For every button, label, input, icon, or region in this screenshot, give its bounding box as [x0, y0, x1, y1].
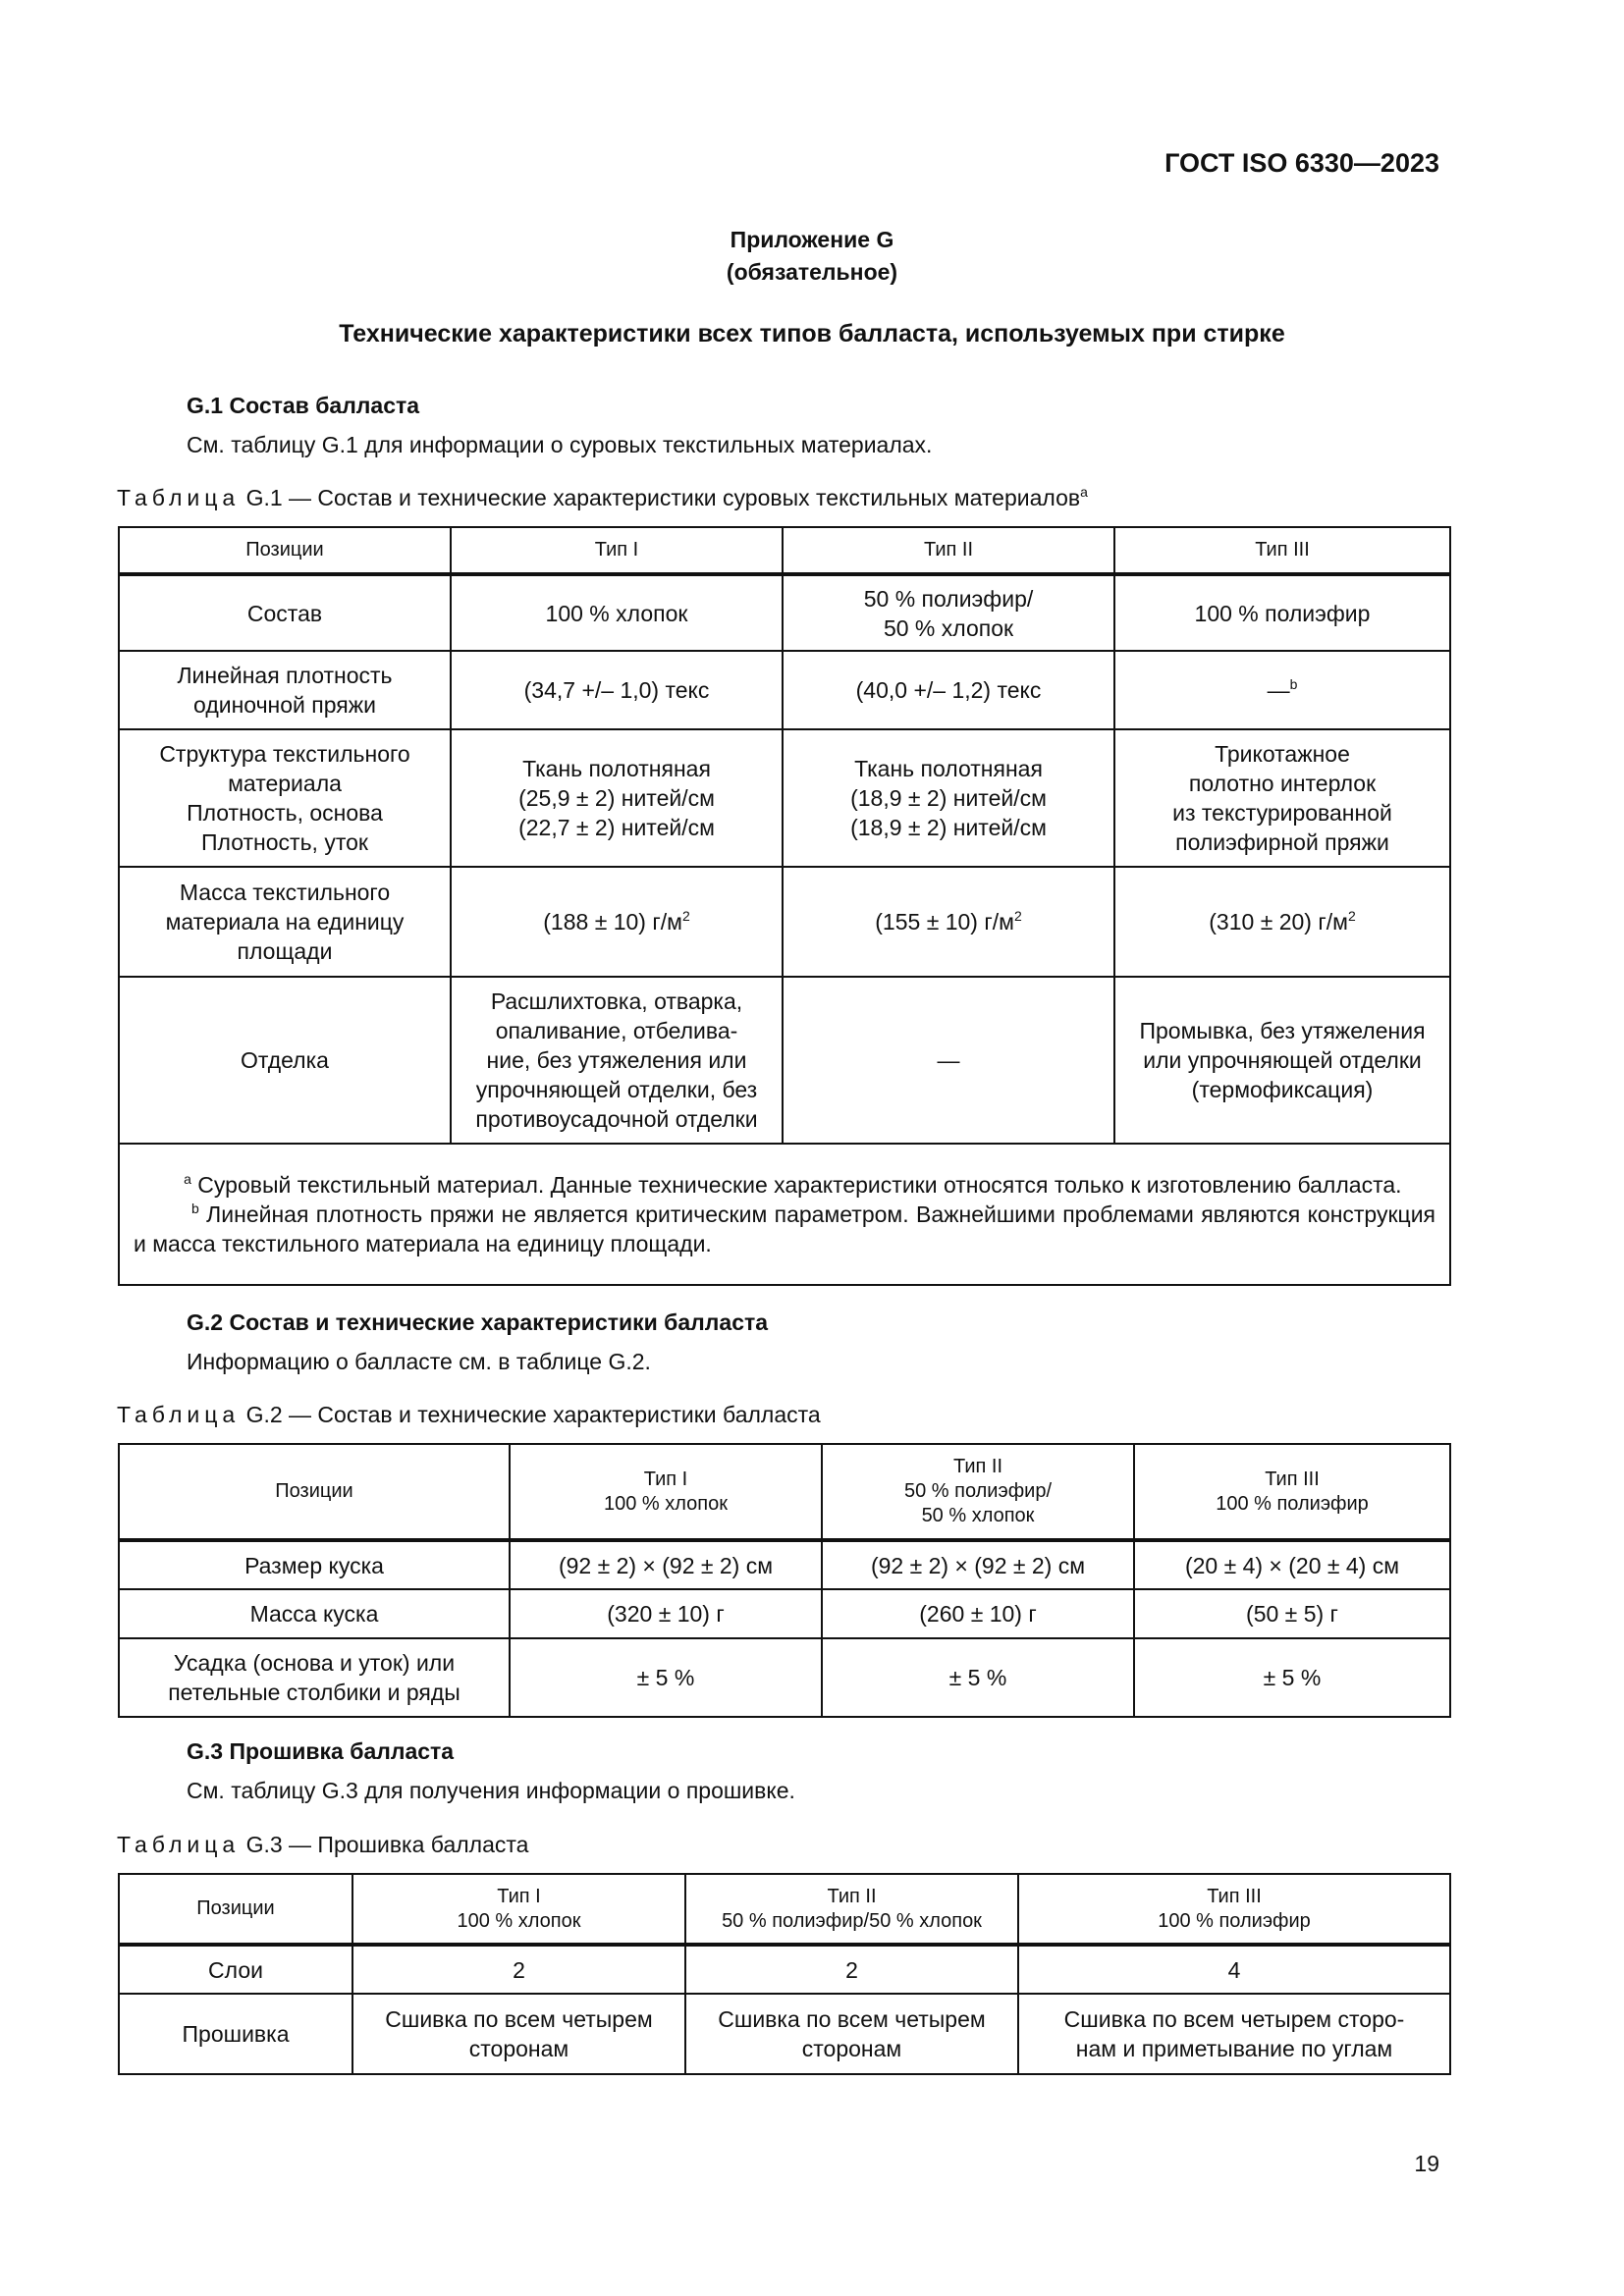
row-label: Слои — [119, 1945, 352, 1994]
table-g1-header: Тип II — [783, 527, 1114, 574]
table-cell: 50 % полиэфир/ 50 % хлопок — [783, 574, 1114, 651]
table-cell: Расшлихтовка, отварка, опаливание, отбелива- ние, без утяжеления или упрочняющей отделки, без противоусадочной отделки — [451, 977, 783, 1144]
table-cell: ± 5 % — [510, 1638, 822, 1717]
annex-status: (обязательное) — [726, 259, 898, 285]
table-g2-header: Тип II 50 % полиэфир/ 50 % хлопок — [822, 1444, 1134, 1540]
row-label: Состав — [119, 574, 451, 651]
table-cell: —$^b$ — [1114, 651, 1450, 729]
footnote-b: $^b$ Линейная плотность пряжи не является критическим параметром. Важнейшими проблемами являются конструкция и масса текстильного материала на единицу площади. — [134, 1201, 1436, 1256]
section-g3-heading: G.3 Прошивка балласта — [187, 1738, 455, 1764]
table-g1-header: Позиции — [119, 527, 451, 574]
row-label: Масса куска — [119, 1589, 510, 1638]
table-g2-header: Позиции — [119, 1444, 510, 1540]
table-g1-header: Тип I — [451, 527, 783, 574]
table-cell: (320 ± 10) г — [510, 1589, 822, 1638]
table-footnotes — [119, 1144, 1450, 1285]
table-cell: Ткань полотняная (18,9 ± 2) нитей/см (18,9 ± 2) нитей/см — [783, 729, 1114, 867]
table-cell: Трикотажное полотно интерлок из текстурированной полиэфирной пряжи — [1114, 729, 1450, 867]
table-cell: ± 5 % — [822, 1638, 1134, 1717]
table-cell: Сшивка по всем четырем сторо- нам и приметывание по углам — [1018, 1994, 1450, 2074]
table-cell: (92 ± 2) × (92 ± 2) см — [822, 1540, 1134, 1589]
table-cell: — — [783, 977, 1114, 1144]
table-row — [119, 729, 1450, 867]
row-label: Отделка — [119, 977, 451, 1144]
table-g2-header: Тип III 100 % полиэфир — [1134, 1444, 1450, 1540]
table-cell: (260 ± 10) г — [822, 1589, 1134, 1638]
table-g2 — [118, 1443, 1451, 1718]
table-g1 — [118, 526, 1451, 1286]
table-g1-caption: Таблица G.1 — Состав и технические характеристики суровых текстильных материалов$^a$ — [117, 484, 1088, 510]
row-label: Линейная плотность одиночной пряжи — [119, 651, 451, 729]
table-cell: Сшивка по всем четырем сторонам — [352, 1994, 685, 2074]
table-row — [119, 977, 1450, 1144]
table-g3-header: Тип III 100 % полиэфир — [1018, 1874, 1450, 1945]
table-cell: (20 ± 4) × (20 ± 4) см — [1134, 1540, 1450, 1589]
table-cell: (92 ± 2) × (92 ± 2) см — [510, 1540, 822, 1589]
table-cell: (40,0 +/– 1,2) текс — [783, 651, 1114, 729]
table-cell: (155 ± 10) $г/м^2$ — [783, 867, 1114, 977]
table-cell: ± 5 % — [1134, 1638, 1450, 1717]
document-title: Технические характеристики всех типов балласта, используемых при стирке — [339, 320, 1285, 347]
table-cell: 100 % хлопок — [451, 574, 783, 651]
table-cell: Сшивка по всем четырем сторонам — [685, 1994, 1018, 2074]
table-row — [119, 651, 1450, 729]
table-cell: 100 % полиэфир — [1114, 574, 1450, 651]
table-row — [119, 867, 1450, 977]
table-cell: 2 — [685, 1945, 1018, 1994]
section-g2-text: Информацию о балласте см. в таблице G.2. — [187, 1349, 651, 1374]
table-g3-caption: Таблица G.3 — Прошивка балласта — [117, 1832, 529, 1857]
table-g2-caption: Таблица G.2 — Состав и технические характеристики балласта — [117, 1402, 821, 1427]
table-cell: Ткань полотняная (25,9 ± 2) нитей/см (22,7 ± 2) нитей/см — [451, 729, 783, 867]
table-cell: 2 — [352, 1945, 685, 1994]
standard-number: ГОСТ ISO 6330—2023 — [1164, 148, 1439, 178]
table-cell: (34,7 +/– 1,0) текс — [451, 651, 783, 729]
table-g3-header: Позиции — [119, 1874, 352, 1945]
section-g1-text: См. таблицу G.1 для информации о суровых текстильных материалах. — [187, 432, 933, 457]
table-g1-notes — [119, 1144, 1450, 1285]
footnote-a: $^a$ Суровый текстильный материал. Данные технические характеристики относятся только к изготовлению балласта. — [184, 1171, 1402, 1198]
section-g3-text: См. таблицу G.3 для получения информации о прошивке. — [187, 1778, 795, 1803]
table-row — [119, 574, 1450, 651]
row-label: Размер куска — [119, 1540, 510, 1589]
annex-title: Приложение G — [730, 227, 894, 252]
section-g1-heading: G.1 Состав балласта — [187, 393, 420, 418]
table-cell: (310 ± 20) $г/м^2$ — [1114, 867, 1450, 977]
section-g2-heading: G.2 Состав и технические характеристики балласта — [187, 1309, 769, 1335]
table-g2-header: Тип I 100 % хлопок — [510, 1444, 822, 1540]
table-g1-header: Тип III — [1114, 527, 1450, 574]
row-label: Структура текстильного материала Плотность, основа Плотность, уток — [119, 729, 451, 867]
table-cell: (50 ± 5) г — [1134, 1589, 1450, 1638]
table-row — [119, 1994, 1450, 2074]
table-row — [119, 1945, 1450, 1994]
table-g3-header: Тип II 50 % полиэфир/50 % хлопок — [685, 1874, 1018, 1945]
table-row — [119, 1589, 1450, 1638]
row-label: Прошивка — [119, 1994, 352, 2074]
table-cell: 4 — [1018, 1945, 1450, 1994]
row-label: Масса текстильного материала на единицу площади — [119, 867, 451, 977]
table-cell: (188 ± 10) $г/м^2$ — [451, 867, 783, 977]
table-row — [119, 1540, 1450, 1589]
table-row — [119, 1638, 1450, 1717]
table-g3-header: Тип I 100 % хлопок — [352, 1874, 685, 1945]
table-g3 — [118, 1873, 1451, 2075]
table-cell: Промывка, без утяжеления или упрочняющей отделки (термофиксация) — [1114, 977, 1450, 1144]
row-label: Усадка (основа и уток) или петельные столбики и ряды — [119, 1638, 510, 1717]
page-number: 19 — [1414, 2151, 1439, 2176]
